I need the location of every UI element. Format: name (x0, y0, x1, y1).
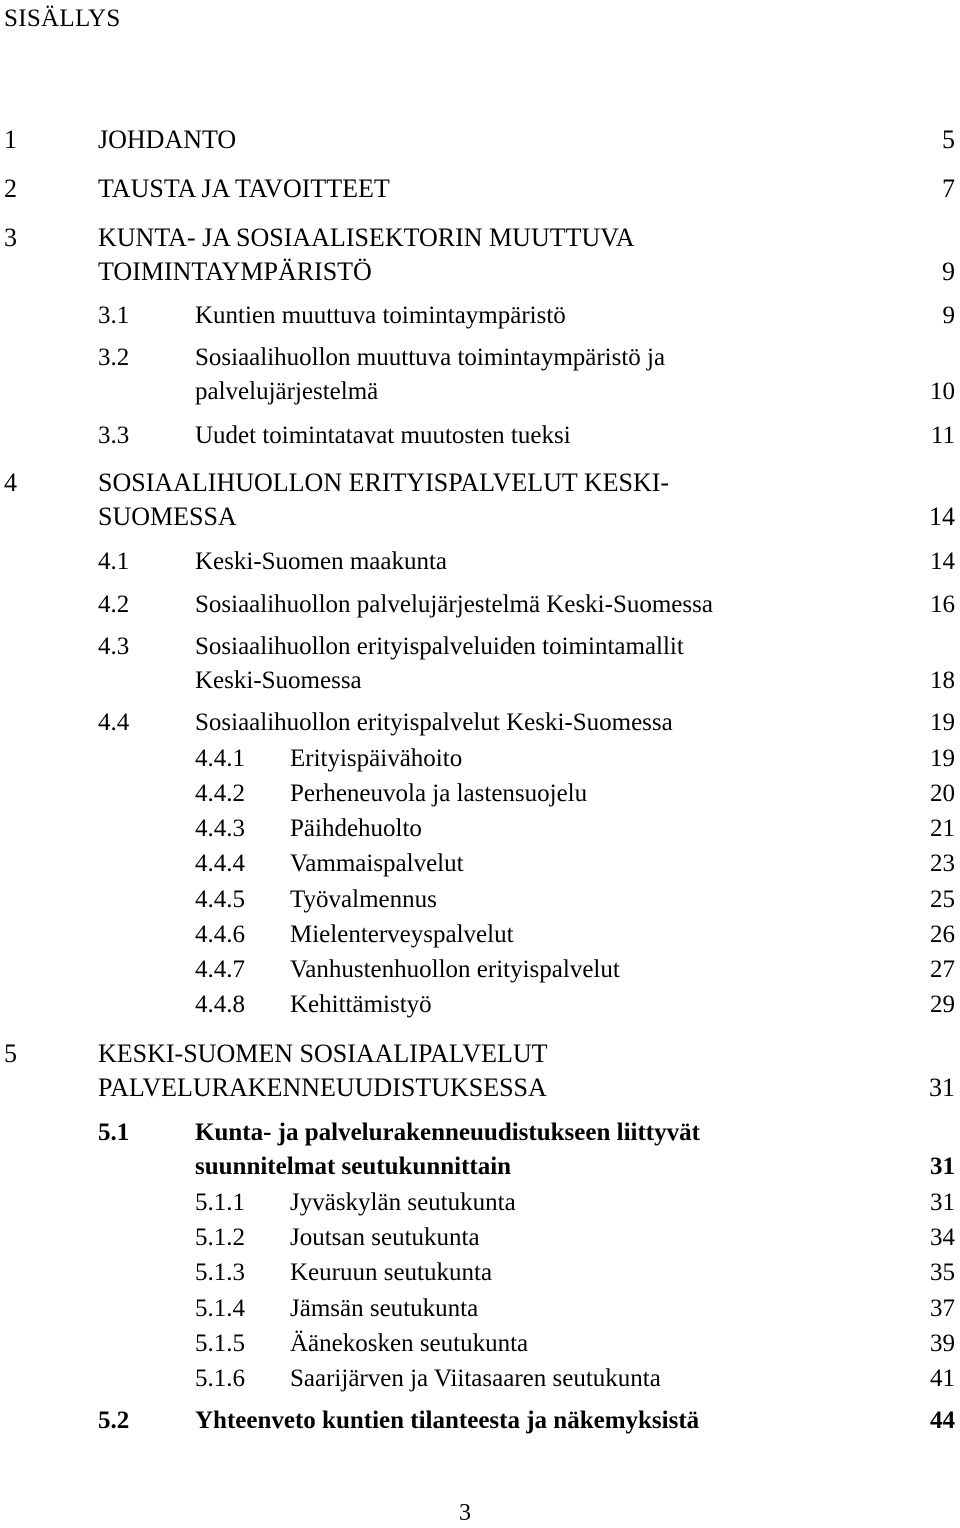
toc-entry-title: KUNTA- JA SOSIAALISEKTORIN MUUTTUVA (98, 223, 635, 252)
toc-entry-title: Keuruun seutukunta (290, 1259, 493, 1286)
toc-entry-title-continued: suunnitelmat seutukunnittain (195, 1153, 512, 1180)
toc-entry-number: 1 (4, 125, 17, 154)
toc-entry-number: 4.4.8 (195, 991, 245, 1018)
toc-entry-number: 4.1 (98, 548, 130, 575)
toc-entry-page: 20 (930, 780, 955, 807)
toc-entry-number: 5.1.6 (195, 1365, 245, 1392)
toc-entry-title: Sosiaalihuollon palvelujärjestelmä Keski-Suomessa (195, 591, 713, 618)
toc-entry-title: Saarijärven ja Viitasaaren seutukunta (290, 1365, 661, 1392)
toc-entry-page: 34 (930, 1224, 955, 1251)
toc-entry-number: 5.1.4 (195, 1295, 245, 1322)
toc-entry-number: 4.4.4 (195, 850, 245, 877)
toc-entry-page: 31 (930, 1153, 955, 1180)
toc-entry-page: 9 (942, 302, 955, 329)
toc-entry-page: 23 (930, 850, 955, 877)
toc-entry-number: 3.1 (98, 302, 130, 329)
toc-entry-page: 18 (930, 667, 955, 694)
toc-entry-page: 26 (930, 921, 955, 948)
toc-entry-number: 5.1.1 (195, 1189, 245, 1216)
toc-entry-title: KESKI-SUOMEN SOSIAALIPALVELUT (98, 1039, 548, 1068)
toc-entry-title: Uudet toimintatavat muutosten tueksi (195, 422, 571, 449)
toc-entry-title: Vammaispalvelut (290, 850, 464, 877)
toc-entry-title: Kunta- ja palvelurakenneuudistukseen liittyvät (195, 1119, 700, 1146)
toc-entry-number: 5 (4, 1039, 17, 1068)
toc-entry-number: 4.4.6 (195, 921, 245, 948)
toc-entry-title: Joutsan seutukunta (290, 1224, 480, 1251)
toc-entry-page: 19 (930, 745, 955, 772)
toc-entry-title: Kuntien muuttuva toimintaympäristö (195, 302, 566, 329)
toc-entry-title: SOSIAALIHUOLLON ERITYISPALVELUT KESKI- (98, 468, 670, 497)
toc-entry-title-continued: TOIMINTAYMPÄRISTÖ (98, 257, 372, 286)
toc-entry-page: 25 (930, 886, 955, 913)
toc-entry-number: 5.1 (98, 1119, 130, 1146)
toc-entry-page: 10 (930, 378, 955, 405)
toc-entry-page: 37 (930, 1295, 955, 1322)
toc-entry-number: 4.4.1 (195, 745, 245, 772)
toc-entry-number: 3.3 (98, 422, 130, 449)
toc-entry-page: 9 (942, 257, 955, 286)
toc-entry-number: 4.4.3 (195, 815, 245, 842)
toc-entry-title: TAUSTA JA TAVOITTEET (98, 174, 390, 203)
toc-entry-number: 4.4 (98, 709, 130, 736)
toc-entry-page: 31 (930, 1189, 955, 1216)
toc-entry-page: 41 (930, 1365, 955, 1392)
page-title: SISÄLLYS (4, 5, 121, 32)
toc-entry-number: 5.2 (98, 1407, 130, 1434)
toc-entry-page: 31 (929, 1073, 955, 1102)
toc-entry-title-continued: palvelujärjestelmä (195, 378, 379, 405)
toc-entry-title: Sosiaalihuollon muuttuva toimintaympäristö ja (195, 344, 666, 371)
toc-entry-number: 3 (4, 223, 17, 252)
toc-entry-title: JOHDANTO (98, 125, 237, 154)
toc-entry-title: Jämsän seutukunta (290, 1295, 479, 1322)
toc-entry-number: 5.1.3 (195, 1259, 245, 1286)
toc-entry-number: 4.3 (98, 633, 130, 660)
toc-entry-title-continued: Keski-Suomessa (195, 667, 362, 694)
toc-entry-page: 35 (930, 1259, 955, 1286)
toc-entry-page: 7 (942, 174, 955, 203)
toc-entry-title: Erityispäivähoito (290, 745, 463, 772)
toc-entry-page: 19 (930, 709, 955, 736)
toc-entry-number: 3.2 (98, 344, 130, 371)
toc-entry-title-continued: SUOMESSA (98, 502, 237, 531)
toc-entry-title: Sosiaalihuollon erityispalveluiden toimintamallit (195, 633, 684, 660)
toc-entry-number: 4.2 (98, 591, 130, 618)
toc-entry-page: 27 (930, 956, 955, 983)
toc-entry-title: Yhteenveto kuntien tilanteesta ja näkemyksistä (195, 1407, 700, 1434)
toc-entry-title: Perheneuvola ja lastensuojelu (290, 780, 588, 807)
toc-entry-title: Sosiaalihuollon erityispalvelut Keski-Suomessa (195, 709, 673, 736)
toc-entry-number: 5.1.2 (195, 1224, 245, 1251)
toc-entry-title: Mielenterveyspalvelut (290, 921, 514, 948)
toc-entry-page: 16 (930, 591, 955, 618)
toc-entry-number: 4.4.2 (195, 780, 245, 807)
toc-entry-page: 39 (930, 1330, 955, 1357)
toc-entry-page: 14 (930, 548, 955, 575)
toc-entry-title: Jyväskylän seutukunta (290, 1189, 516, 1216)
toc-entry-page: 29 (930, 991, 955, 1018)
toc-entry-number: 4 (4, 468, 17, 497)
toc-entry-title: Työvalmennus (290, 886, 437, 913)
toc-entry-title: Päihdehuolto (290, 815, 422, 842)
toc-entry-title: Äänekosken seutukunta (290, 1330, 529, 1357)
page-number: 3 (459, 1500, 471, 1526)
toc-entry-page: 44 (930, 1407, 955, 1434)
toc-entry-title-continued: PALVELURAKENNEUUDISTUKSESSA (98, 1073, 547, 1102)
toc-entry-page: 5 (942, 125, 955, 154)
toc-entry-number: 2 (4, 174, 17, 203)
toc-entry-number: 4.4.7 (195, 956, 245, 983)
toc-entry-title: Vanhustenhuollon erityispalvelut (290, 956, 620, 983)
toc-entry-title: Keski-Suomen maakunta (195, 548, 448, 575)
toc-entry-page: 11 (930, 422, 955, 449)
toc-entry-page: 14 (929, 502, 955, 531)
toc-entry-number: 5.1.5 (195, 1330, 245, 1357)
toc-entry-title: Kehittämistyö (290, 991, 432, 1018)
toc-entry-number: 4.4.5 (195, 886, 245, 913)
toc-entry-page: 21 (930, 815, 955, 842)
